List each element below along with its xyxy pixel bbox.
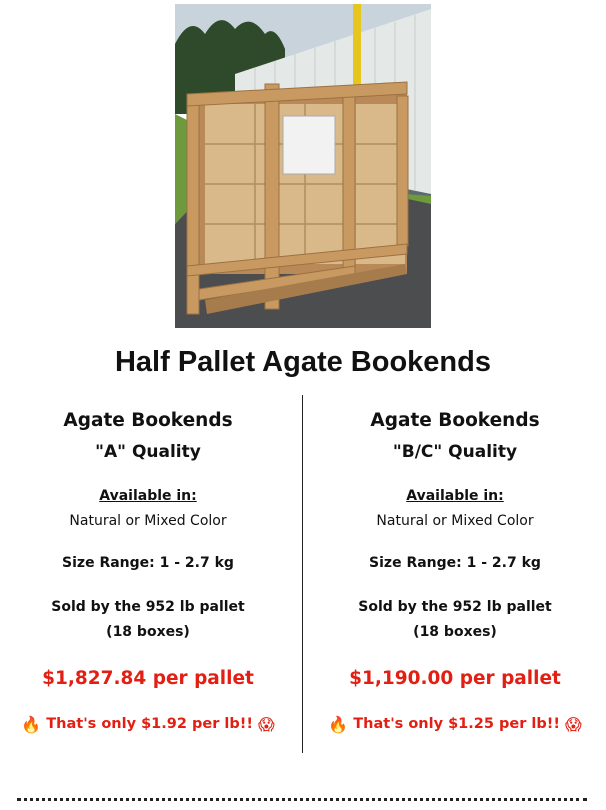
- pallet-photo: [175, 4, 431, 328]
- pallet-price: $1,827.84 per pallet: [42, 668, 254, 689]
- product-column-a: [13, 410, 283, 737]
- product-column-bc: [320, 410, 590, 737]
- dotted-separator: [17, 798, 587, 801]
- sold-by-boxes: (18 boxes): [413, 624, 497, 640]
- available-colors: Natural or Mixed Color: [376, 513, 534, 529]
- page-title: Half Pallet Agate Bookends: [114, 346, 491, 378]
- pallet-price: $1,190.00 per pallet: [349, 668, 561, 689]
- column-divider: [302, 395, 303, 753]
- sold-by-weight: Sold by the 952 lb pallet: [358, 599, 552, 615]
- per-lb-text: That's only $1.25 per lb!!: [353, 716, 560, 732]
- size-range: Size Range: 1 - 2.7 kg: [369, 555, 541, 571]
- available-heading: Available in:: [406, 488, 504, 504]
- available-heading: Available in:: [99, 488, 197, 504]
- fire-icon: 🔥: [21, 715, 42, 734]
- size-range: Size Range: 1 - 2.7 kg: [62, 555, 234, 571]
- product-quality: "B/C" Quality: [392, 442, 518, 462]
- shocked-face-icon: 😱: [258, 715, 275, 734]
- sold-by: [13, 595, 283, 645]
- product-quality: "A" Quality: [95, 442, 201, 462]
- available-colors: Natural or Mixed Color: [69, 513, 227, 529]
- sold-by-weight: Sold by the 952 lb pallet: [51, 599, 245, 615]
- per-lb-text: That's only $1.92 per lb!!: [46, 716, 253, 732]
- product-name: Agate Bookends: [63, 410, 233, 431]
- pallet-illustration: [175, 4, 431, 328]
- per-lb-callout: [320, 712, 590, 737]
- fire-icon: 🔥: [328, 715, 349, 734]
- per-lb-callout: [13, 712, 283, 737]
- sold-by: [320, 595, 590, 645]
- sold-by-boxes: (18 boxes): [106, 624, 190, 640]
- shocked-face-icon: 😱: [565, 715, 582, 734]
- product-name: Agate Bookends: [370, 410, 540, 431]
